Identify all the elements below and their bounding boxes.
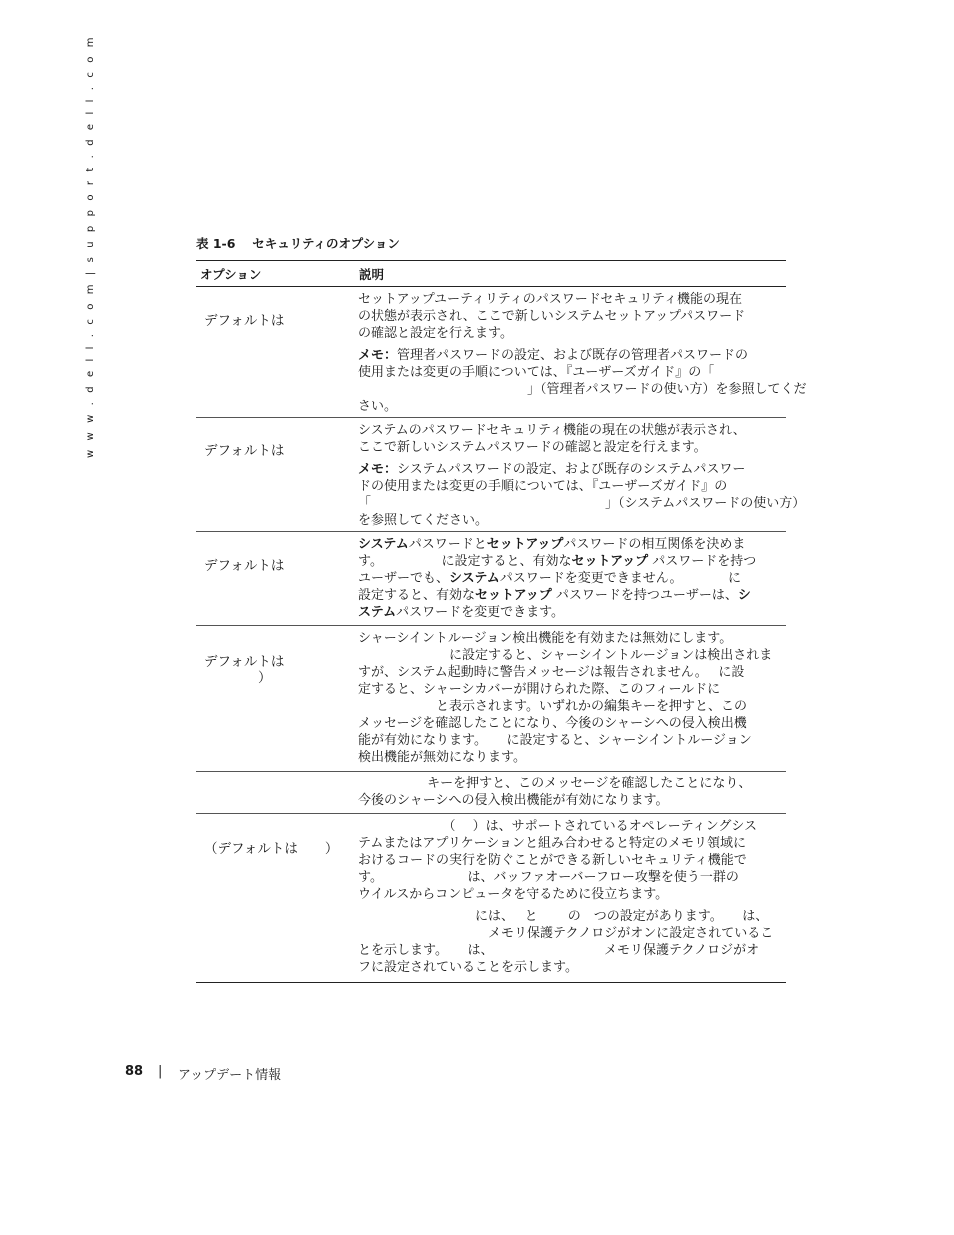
description-cell: システムパスワードとセットアップパスワードの相互関係を決めま す。 に設定すると、有効なセットアップ パスワードを持つ ユーザーでも、システムパスワードを変更できません。 に 設定すると、有効なセットアップ パスワードを持つユーザーは、シ ステムパスワードを変更できます。 (358, 537, 757, 620)
option-cell-cont: ） (204, 670, 272, 686)
table-header (196, 261, 786, 287)
memo-note: メモ：システムパスワードの設定、および既存のシステムパスワー (358, 462, 746, 477)
table-row (196, 626, 786, 772)
description-cell: シャーシイントルージョン検出機能を有効または無効にします。 に設定すると、シャーシイントルージョンは検出されま すが、システム起動時に警告メッセージは報告されません。 に設 定すると、シャーシカバーが開けられた際、このフィールドに と表示されます。いずれかの編集キーを押すと、この メッセージを確認したことになり、今後のシャーシへの侵入検出機 能が有効になります。 に設定すると、シャーシイントルージョン 検出機能が無効になります。 (358, 631, 773, 765)
table-row (196, 418, 806, 532)
page-number: 88 (125, 1064, 144, 1079)
header-description: 説明 (359, 267, 385, 282)
table-row (196, 814, 786, 983)
option-cell: デフォルトは (204, 654, 285, 670)
option-cell: デフォルトは (204, 443, 285, 459)
security-options-table (196, 260, 807, 983)
option-cell: デフォルトは (204, 313, 285, 329)
footer-separator: | (158, 1064, 163, 1079)
memo-note: メモ：管理者パスワードの設定、および既存の管理者パスワードの (358, 348, 749, 363)
option-cell: （デフォルトは ） (204, 841, 339, 857)
description-cell: システムのパスワードセキュリティ機能の現在の状態が表示され、 ここで新しいシステムパスワードの確認と設定を行えます。 メモ：システムパスワードの設定、および既存のシステムパスワー ドの使用または変更の手順については、『ユーザーズガイド』の 「 」（システムパスワードの使い方） を参照してください。 (358, 423, 806, 528)
footer-title: アップデート情報 (178, 1068, 282, 1083)
header-option: オプション (200, 267, 262, 282)
description-cell: （ ）は、サポートされているオペレーティングシス テムまたはアプリケーションと組み合わせると特定のメモリ領域に おけるコードの実行を防ぐことができる新しいセキュリティ機能で す。 は、バッファオーバーフロー攻撃を使う一群の ウイルスからコンピュータを守るために役立ちます。 には、 と の つの設定があります。 は、 メモリ保護テクノロジがオンに設定されているこ とを示します。 は、 メモリ保護テクノロジがオ フに設定されていることを示します。 (358, 819, 774, 975)
description-cell: セットアップユーティリティのパスワードセキュリティ機能の現在 の状態が表示され、ここで新しいシステムセットアップパスワード の確認と設定を行えます。 メモ：管理者パスワードの設定、および既存の管理者パスワードの 使用または変更の手順については、『ユーザーズガイド』の「 」（管理者パスワードの使い方）を参照してくだ さい。 (358, 292, 807, 414)
description-cell: キーを押すと、このメッセージを確認したことになり、 今後のシャーシへの侵入検出機能が有効になります。 (358, 776, 752, 808)
option-cell: デフォルトは (204, 558, 285, 574)
table-title: 表 1-6 セキュリティのオプション (196, 236, 400, 251)
memo-label: メモ： (358, 348, 398, 363)
memo-label: メモ： (358, 462, 398, 477)
table-row (196, 772, 786, 814)
table-row (196, 287, 807, 418)
side-url: w w w . d e l l . c o m | s u p p o r t . d e l l . c o m (85, 34, 96, 458)
table-row (196, 532, 786, 626)
